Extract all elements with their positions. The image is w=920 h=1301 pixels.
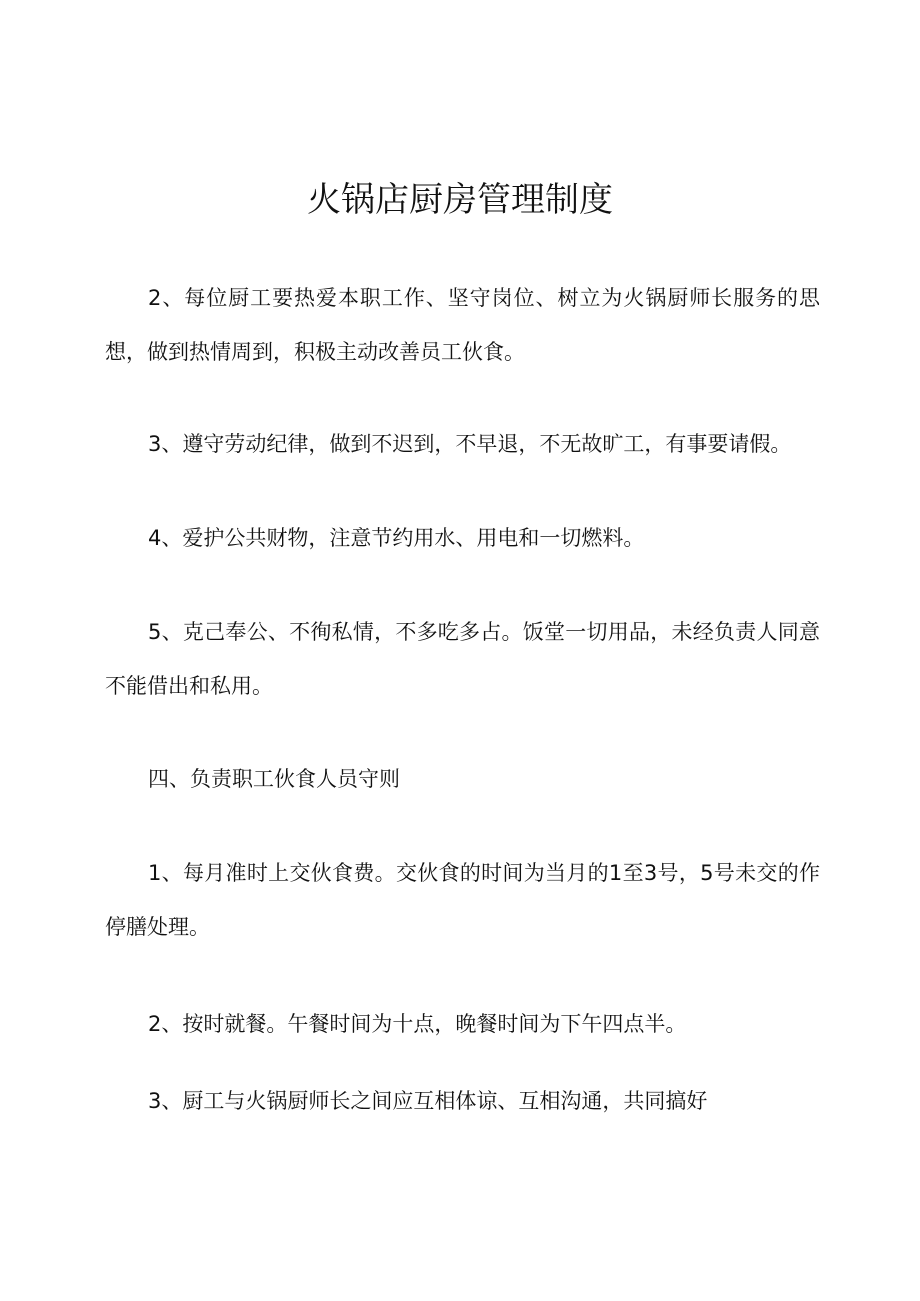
document-title: 火锅店厨房管理制度 (307, 180, 613, 220)
section-heading-4: 四、负责职工伙食人员守则 (148, 767, 400, 791)
paragraph-section4-rule-1: 1、每月准时上交伙食费。交伙食的时间为当月的1至3号，5号未交的作停膳处理。 (105, 861, 820, 939)
paragraph-rule-5: 5、克己奉公、不徇私情，不多吃多占。饭堂一切用品，未经负责人同意不能借出和私用。 (105, 620, 820, 698)
paragraph-rule-3: 3、遵守劳动纪律，做到不迟到，不早退，不无故旷工，有事要请假。 (148, 432, 792, 456)
paragraph-section4-rule-3: 3、厨工与火锅厨师长之间应互相体谅、互相沟通，共同搞好 (148, 1089, 708, 1113)
paragraph-section4-rule-2: 2、按时就餐。午餐时间为十点，晚餐时间为下午四点半。 (148, 1012, 687, 1036)
paragraph-rule-2: 2、每位厨工要热爱本职工作、坚守岗位、树立为火锅厨师长服务的思想，做到热情周到，积极主动改善员工伙食。 (105, 286, 820, 364)
paragraph-rule-4: 4、爱护公共财物，注意节约用水、用电和一切燃料。 (148, 526, 645, 550)
